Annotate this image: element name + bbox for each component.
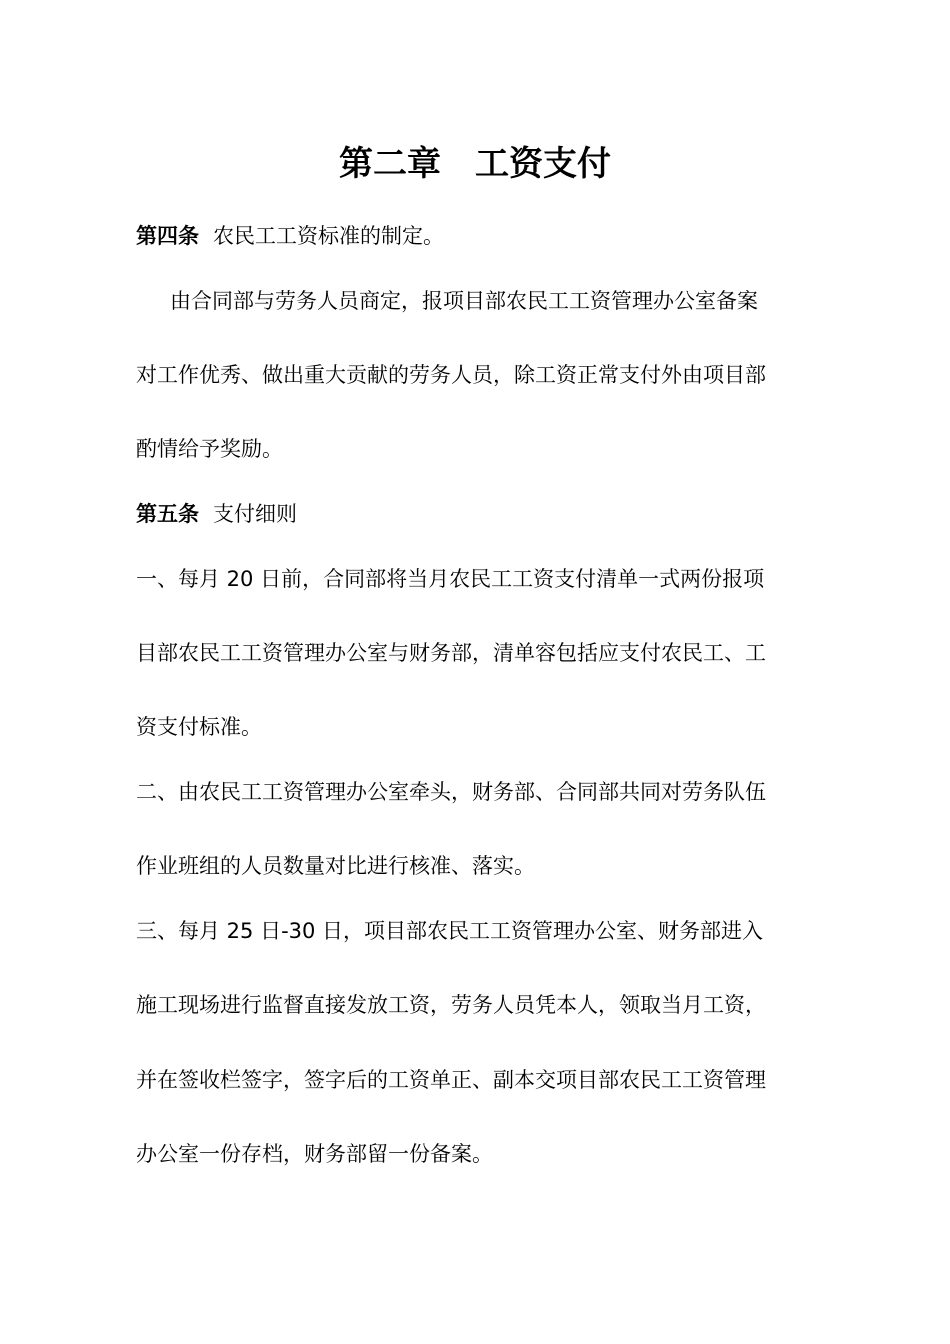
article-5-label: 第五条 xyxy=(136,502,199,526)
article-4-heading-line xyxy=(136,220,826,252)
article-5-line-8: 并在签收栏签字，签字后的工资单正、副本交项目部农民工工资管理 xyxy=(136,1068,766,1092)
article-5-heading-line xyxy=(136,498,826,530)
article-5-line-1: 一、每月 20 日前，合同部将当月农民工工资支付清单一式两份报项 xyxy=(136,567,765,591)
article-4-line-1: 由合同部与劳务人员商定，报项目部农民工工资管理办公室备案 xyxy=(170,289,758,313)
article-4-heading: 农民工工资标准的制定。 xyxy=(213,224,444,248)
article-5-line-7: 施工现场进行监督直接发放工资，劳务人员凭本人，领取当月工资， xyxy=(136,993,766,1017)
article-4-line-3: 酌情给予奖励。 xyxy=(136,437,283,461)
article-5-line-4: 二、由农民工工资管理办公室牵头，财务部、合同部共同对劳务队伍 xyxy=(136,780,766,804)
article-5-line-6: 三、每月 25 日-30 日，项目部农民工工资管理办公室、财务部进入 xyxy=(136,919,764,943)
chapter-title: 第二章 工资支付 xyxy=(339,144,611,184)
article-5-line-9: 办公室一份存档，财务部留一份备案。 xyxy=(136,1142,493,1166)
article-5-line-3: 资支付标准。 xyxy=(136,715,262,739)
article-5-line-2: 目部农民工工资管理办公室与财务部，清单容包括应支付农民工、工 xyxy=(136,641,766,665)
article-5-line-5: 作业班组的人员数量对比进行核准、落实。 xyxy=(136,854,535,878)
article-4-line-2: 对工作优秀、做出重大贡献的劳务人员，除工资正常支付外由项目部 xyxy=(136,363,766,387)
article-4-label: 第四条 xyxy=(136,224,199,248)
article-5-heading: 支付细则 xyxy=(213,502,297,526)
